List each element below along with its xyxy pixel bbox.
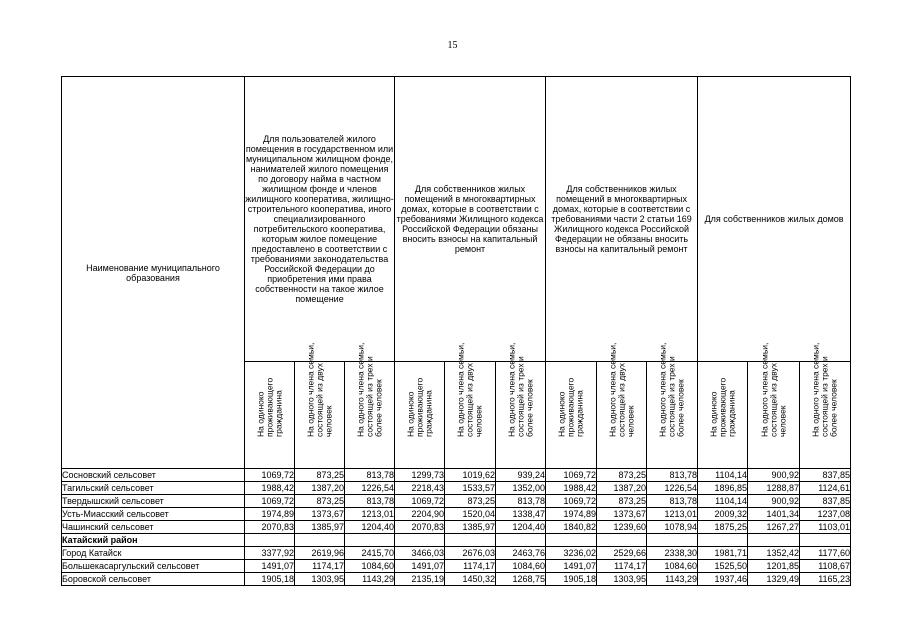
group-header-owners-exempt: Для собственников жилых помещений в многоквартирных домах, которые в соответствии с требованиями части 2 статьи 169 Жилищного кодекса Российской Федерации не обязаны вносить взносы на капитальный ремонт <box>546 77 698 362</box>
value-cell: 873,25 <box>295 469 345 482</box>
value-cell: 900,92 <box>748 495 800 508</box>
value-cell: 2415,70 <box>345 547 395 560</box>
value-cell: 1174,17 <box>445 560 496 573</box>
value-cell: 1840,82 <box>546 521 597 534</box>
value-cell: 1329,49 <box>748 573 800 586</box>
value-cell: 1069,72 <box>395 495 445 508</box>
value-cell: 1905,18 <box>546 573 597 586</box>
subheader-three: На одного члена семьи, состоящей из трех и более человек <box>345 362 395 469</box>
value-cell: 1981,71 <box>698 547 748 560</box>
value-cell: 1974,89 <box>546 508 597 521</box>
value-cell: 1450,32 <box>445 573 496 586</box>
value-cell: 1204,40 <box>345 521 395 534</box>
value-cell: 1177,60 <box>800 547 851 560</box>
value-cell: 1267,27 <box>748 521 800 534</box>
value-cell: 1988,42 <box>245 482 295 495</box>
page-number: 15 <box>447 40 458 51</box>
table-row <box>62 495 851 508</box>
value-cell: 900,92 <box>748 469 800 482</box>
value-cell: 837,85 <box>800 469 851 482</box>
value-cell <box>445 534 496 547</box>
value-cell: 3236,02 <box>546 547 597 560</box>
value-cell: 1387,20 <box>597 482 647 495</box>
value-cell: 2463,76 <box>496 547 546 560</box>
municipality-name: Боровской сельсовет <box>62 573 245 586</box>
value-cell: 1226,54 <box>345 482 395 495</box>
subheader-two: На одного члена семьи, состоящей из двух человек <box>295 362 345 469</box>
value-cell: 813,78 <box>496 495 546 508</box>
value-cell: 1520,04 <box>445 508 496 521</box>
subheader-single: На одиноко проживающего гражданина <box>245 362 295 469</box>
value-cell: 1069,72 <box>546 469 597 482</box>
section-name: Катайский район <box>62 534 245 547</box>
value-cell: 2135,19 <box>395 573 445 586</box>
value-cell: 1174,17 <box>597 560 647 573</box>
value-cell: 1533,57 <box>445 482 496 495</box>
value-cell: 813,78 <box>345 495 395 508</box>
value-cell: 1078,94 <box>647 521 698 534</box>
value-cell: 1385,97 <box>445 521 496 534</box>
value-cell: 1213,01 <box>345 508 395 521</box>
value-cell <box>245 534 295 547</box>
subheader-single: На одиноко проживающего гражданина <box>395 362 445 469</box>
value-cell: 873,25 <box>597 469 647 482</box>
value-cell: 2218,43 <box>395 482 445 495</box>
value-cell: 2529,66 <box>597 547 647 560</box>
municipality-name: Город Катайск <box>62 547 245 560</box>
value-cell: 3466,03 <box>395 547 445 560</box>
value-cell: 873,25 <box>597 495 647 508</box>
value-cell <box>345 534 395 547</box>
value-cell: 2619,96 <box>295 547 345 560</box>
value-cell: 1165,23 <box>800 573 851 586</box>
table-row <box>62 508 851 521</box>
group-header-house-owners: Для собственников жилых домов <box>698 77 851 362</box>
value-cell: 1988,42 <box>546 482 597 495</box>
value-cell <box>597 534 647 547</box>
value-cell: 1124,61 <box>800 482 851 495</box>
value-cell: 1352,42 <box>748 547 800 560</box>
value-cell: 1143,29 <box>647 573 698 586</box>
value-cell: 2070,83 <box>395 521 445 534</box>
table-row <box>62 521 851 534</box>
value-cell: 1491,07 <box>546 560 597 573</box>
value-cell: 1084,60 <box>496 560 546 573</box>
value-cell <box>496 534 546 547</box>
value-cell: 2676,03 <box>445 547 496 560</box>
value-cell: 1385,97 <box>295 521 345 534</box>
value-cell: 2070,83 <box>245 521 295 534</box>
municipality-name: Усть-Миасский сельсовет <box>62 508 245 521</box>
value-cell: 1104,14 <box>698 495 748 508</box>
value-cell <box>295 534 345 547</box>
value-cell: 1974,89 <box>245 508 295 521</box>
table-row <box>62 547 851 560</box>
value-cell: 1905,18 <box>245 573 295 586</box>
value-cell: 813,78 <box>647 495 698 508</box>
table-row <box>62 469 851 482</box>
value-cell: 1108,67 <box>800 560 851 573</box>
value-cell: 1525,50 <box>698 560 748 573</box>
value-cell: 2009,32 <box>698 508 748 521</box>
value-cell: 813,78 <box>345 469 395 482</box>
value-cell <box>698 534 748 547</box>
group-header-tenants: Для пользователей жилого помещения в государственном или муниципальном жилищном фонде, нанимателей жилого помещения по договору найма в частном жилищном фонде и членов жилищного кооператива, жилищно-строительного кооператива, иного специализированного потребительского кооператива, которым жилое помещение предоставлено в соответствии с требованиями законодательства Российской Федерации до приобретения ими права собственности на такое жилое помещение <box>245 77 395 362</box>
municipality-name: Твердышский сельсовет <box>62 495 245 508</box>
value-cell: 1338,47 <box>496 508 546 521</box>
value-cell: 1937,46 <box>698 573 748 586</box>
value-cell: 1387,20 <box>295 482 345 495</box>
value-cell: 1352,00 <box>496 482 546 495</box>
value-cell: 837,85 <box>800 495 851 508</box>
value-cell: 1143,29 <box>345 573 395 586</box>
value-cell: 1103,01 <box>800 521 851 534</box>
value-cell: 939,24 <box>496 469 546 482</box>
value-cell: 873,25 <box>445 495 496 508</box>
value-cell <box>647 534 698 547</box>
table-row <box>62 573 851 586</box>
value-cell: 3377,92 <box>245 547 295 560</box>
value-cell: 1239,60 <box>597 521 647 534</box>
municipality-name: Сосновский сельсовет <box>62 469 245 482</box>
value-cell: 1084,60 <box>647 560 698 573</box>
value-cell: 2204,90 <box>395 508 445 521</box>
table-row <box>62 482 851 495</box>
group-header-owners-capital-repair: Для собственников жилых помещений в многоквартирных домах, которые в соответствии с требованиями Жилищного кодекса Российской Федерации обязаны вносить взносы на капитальный ремонт <box>395 77 546 362</box>
table-body <box>62 469 851 586</box>
value-cell: 1373,67 <box>295 508 345 521</box>
value-cell: 2338,30 <box>647 547 698 560</box>
value-cell <box>800 534 851 547</box>
value-cell <box>546 534 597 547</box>
value-cell: 1373,67 <box>597 508 647 521</box>
value-cell: 1104,14 <box>698 469 748 482</box>
value-cell: 813,78 <box>647 469 698 482</box>
value-cell: 1491,07 <box>245 560 295 573</box>
value-cell <box>748 534 800 547</box>
value-cell: 1875,25 <box>698 521 748 534</box>
value-cell: 1213,01 <box>647 508 698 521</box>
value-cell: 1288,87 <box>748 482 800 495</box>
name-column-header: Наименование муниципального образования <box>62 77 245 469</box>
table-row <box>62 560 851 573</box>
value-cell: 1303,95 <box>597 573 647 586</box>
value-cell: 1069,72 <box>245 495 295 508</box>
section-row <box>62 534 851 547</box>
value-cell: 1174,17 <box>295 560 345 573</box>
value-cell: 1299,73 <box>395 469 445 482</box>
table-header <box>62 77 851 469</box>
value-cell: 1084,60 <box>345 560 395 573</box>
value-cell: 1237,08 <box>800 508 851 521</box>
subheader-two: На одного члена семьи, состоящей из двух человек <box>597 362 647 469</box>
value-cell: 873,25 <box>295 495 345 508</box>
subheader-two: На одного члена семьи, состоящей из двух человек <box>748 362 800 469</box>
value-cell: 1303,95 <box>295 573 345 586</box>
subheader-three: На одного члена семьи, состоящей из трех и более человек <box>800 362 851 469</box>
municipality-name: Большекасаргульский сельсовет <box>62 560 245 573</box>
value-cell: 1019,62 <box>445 469 496 482</box>
subheader-single: На одиноко проживающего гражданина <box>698 362 748 469</box>
value-cell: 1226,54 <box>647 482 698 495</box>
value-cell: 1069,72 <box>546 495 597 508</box>
subheader-single: На одиноко проживающего гражданина <box>546 362 597 469</box>
value-cell: 1491,07 <box>395 560 445 573</box>
value-cell: 1268,75 <box>496 573 546 586</box>
value-cell: 1401,34 <box>748 508 800 521</box>
value-cell: 1201,85 <box>748 560 800 573</box>
subheader-two: На одного члена семьи, состоящей из двух человек <box>445 362 496 469</box>
tariff-table <box>61 76 851 586</box>
value-cell: 1896,85 <box>698 482 748 495</box>
value-cell <box>395 534 445 547</box>
value-cell: 1204,40 <box>496 521 546 534</box>
municipality-name: Тагильский сельсовет <box>62 482 245 495</box>
subheader-three: На одного члена семьи, состоящей из трех и более человек <box>496 362 546 469</box>
subheader-three: На одного члена семьи, состоящей из трех и более человек <box>647 362 698 469</box>
value-cell: 1069,72 <box>245 469 295 482</box>
municipality-name: Чашинский сельсовет <box>62 521 245 534</box>
